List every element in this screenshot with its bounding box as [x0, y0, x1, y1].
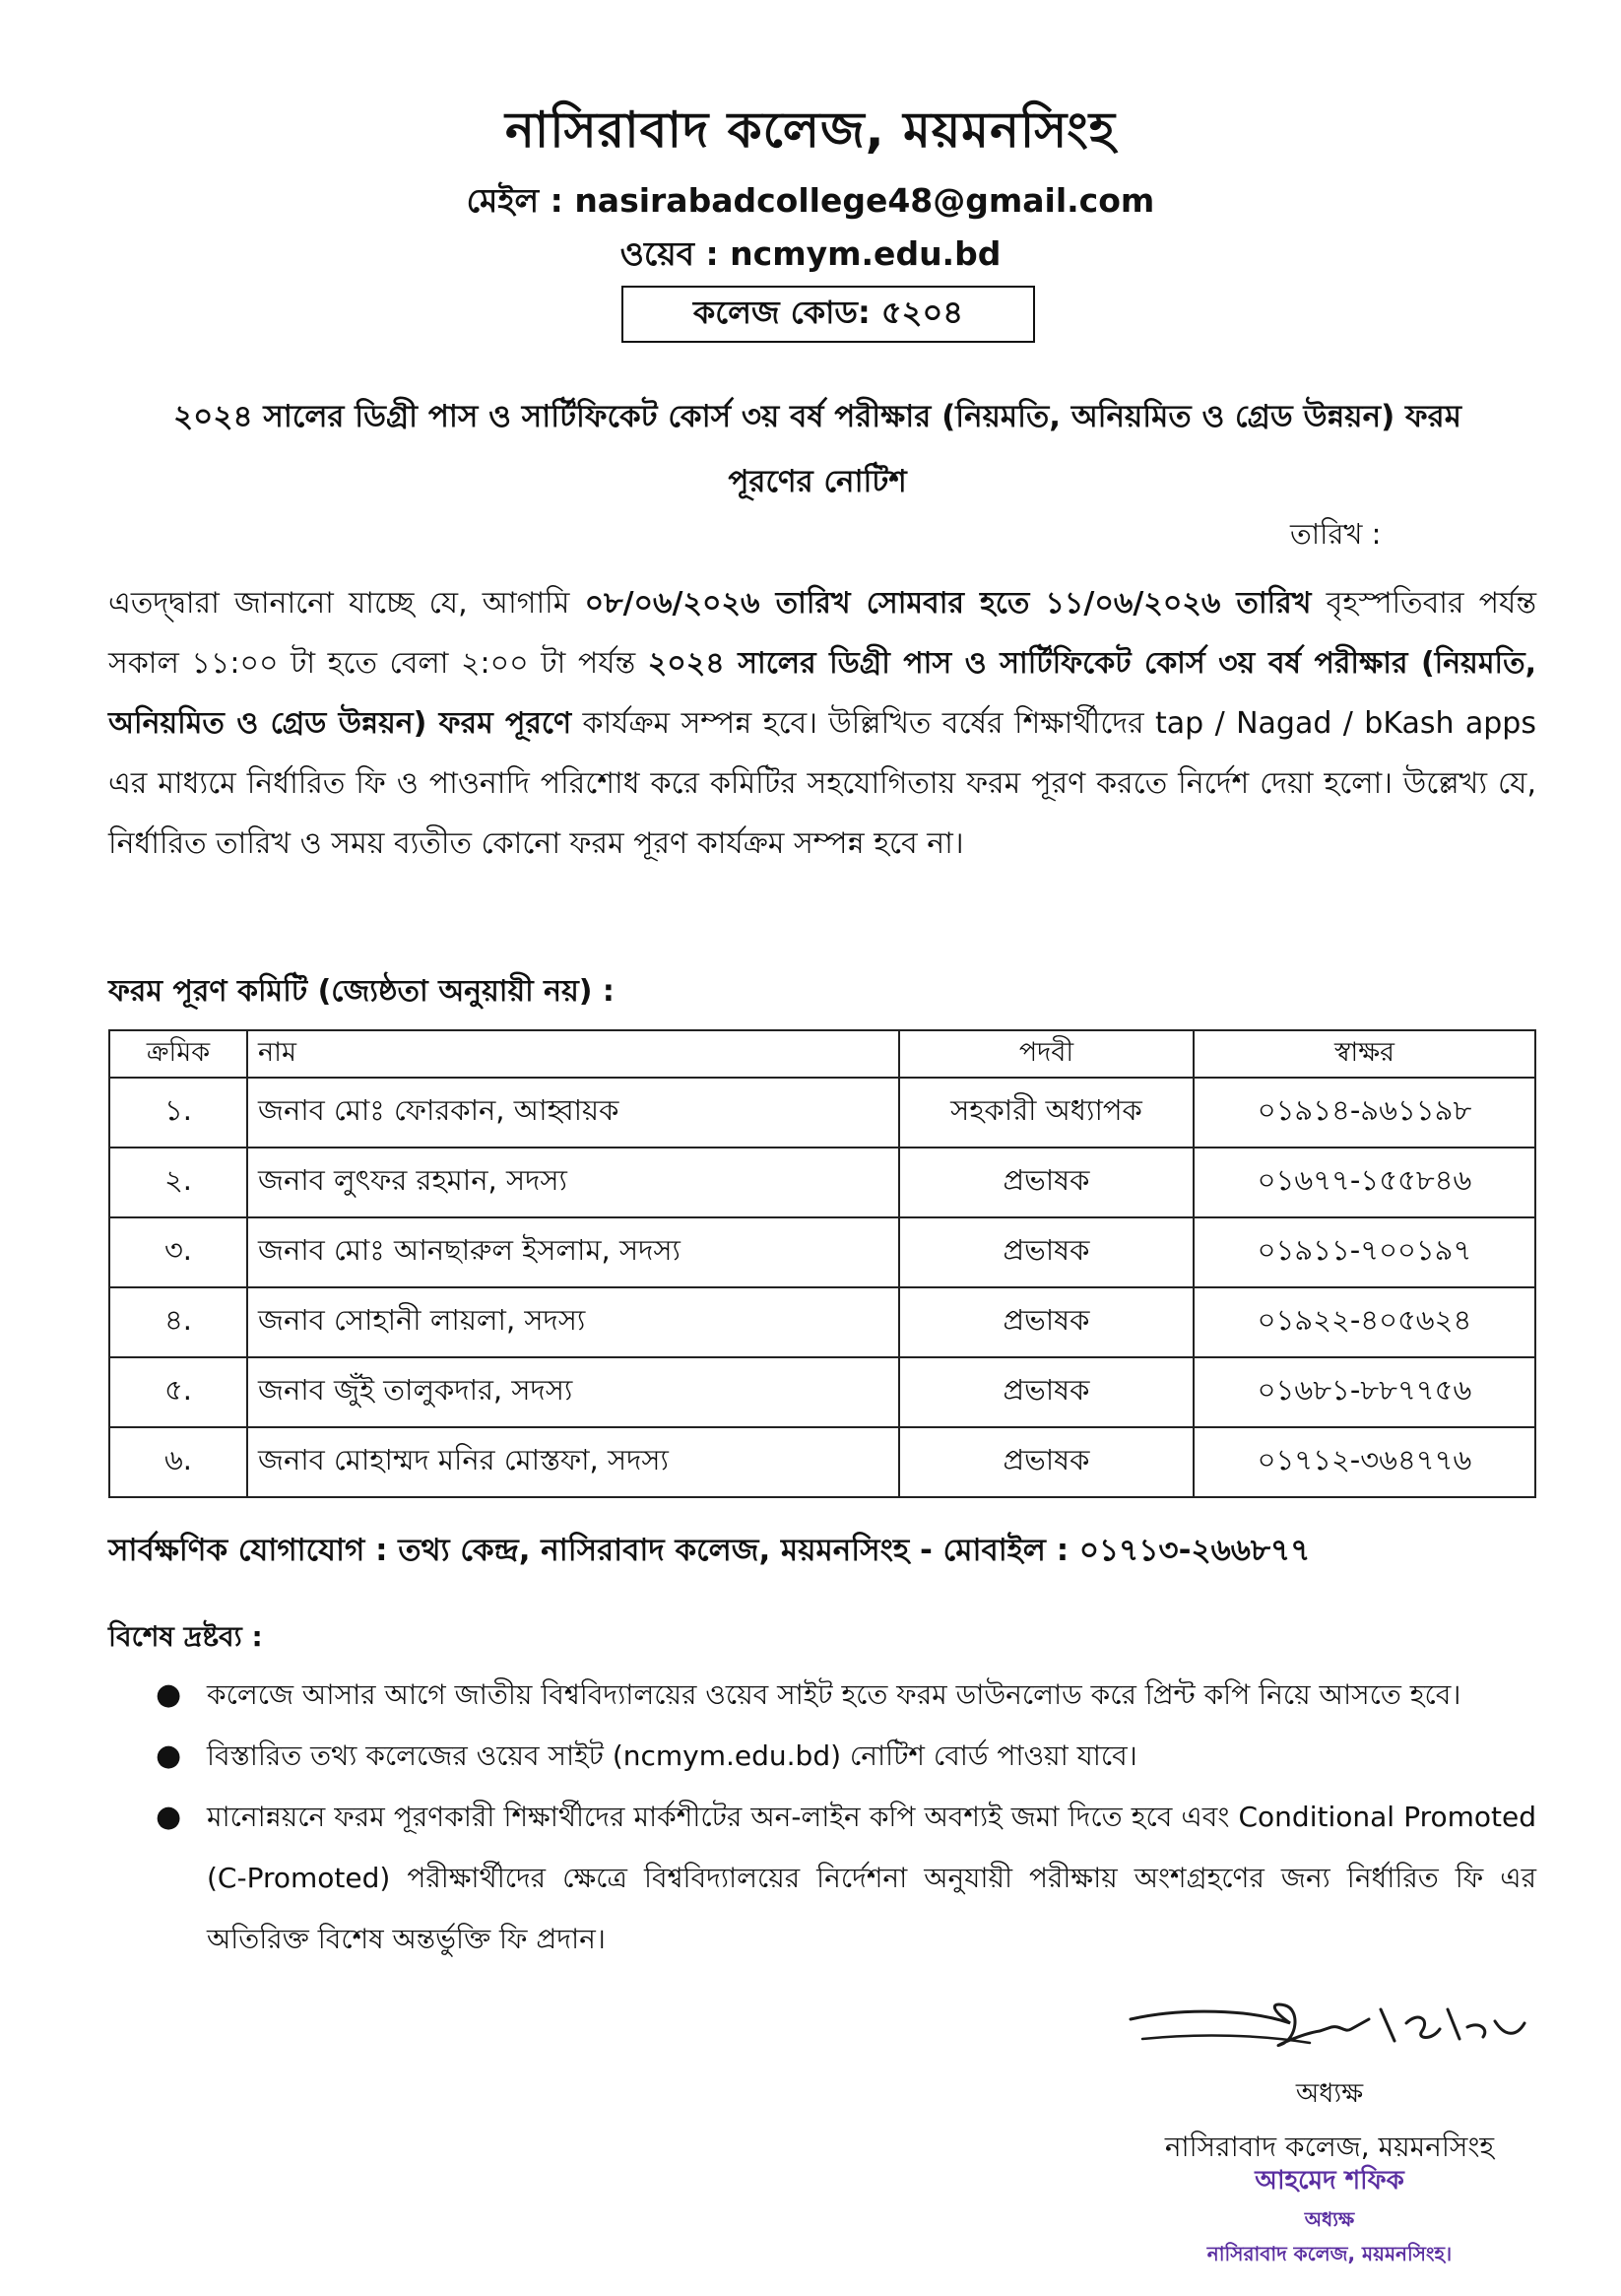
- list-item: [108, 1726, 1536, 1787]
- bullet-icon: ●: [156, 1800, 182, 1834]
- stamp-name: আহমেদ শফিক: [1255, 2166, 1404, 2196]
- table-row: [109, 1148, 1535, 1217]
- college-name: নাসিরাবাদ কলেজ, ময়মনসিংহ: [504, 101, 1117, 159]
- note-text: বিস্তারিত তথ্য কলেজের ওয়েব সাইট (ncmym.edu.bd) নোটিশ বোর্ড পাওয়া যাবে।: [207, 1739, 1137, 1772]
- col-name: নাম: [247, 1030, 899, 1078]
- row-serial: ৬.: [109, 1427, 247, 1497]
- row-designation: সহকারী অধ্যাপক: [899, 1078, 1194, 1148]
- college-email: মেইল : nasirabadcollege48@gmail.com: [466, 181, 1155, 220]
- row-serial: ৪.: [109, 1287, 247, 1357]
- date-label: তারিখ :: [1290, 517, 1382, 551]
- table-row: [109, 1357, 1535, 1427]
- table-row: [109, 1287, 1535, 1357]
- college-code-box: কলেজ কোড: ৫২০৪: [621, 286, 1035, 343]
- notice-title-line-2: পূরণের নোটিশ: [728, 464, 907, 499]
- col-designation: পদবী: [899, 1030, 1194, 1078]
- col-signature: স্বাক্ষর: [1194, 1030, 1535, 1078]
- row-phone: ০১৯১৪-৯৬১১৯৮: [1194, 1078, 1535, 1148]
- special-notes-list: [108, 1665, 1536, 1970]
- row-designation: প্রভাষক: [899, 1427, 1194, 1497]
- note-text: কলেজে আসার আগে জাতীয় বিশ্ববিদ্যালয়ের ওয়েব সাইট হতে ফরম ডাউনলোড করে প্রিন্ট কপি নিয়ে আসতে হবে।: [207, 1678, 1461, 1711]
- contact-line: সার্বক্ষণিক যোগাযোগ : তথ্য কেন্দ্র, নাসিরাবাদ কলেজ, ময়মনসিংহ - মোবাইল : ০১৭১৩-২৬৬৮৭৭: [108, 1533, 1311, 1568]
- row-serial: ৫.: [109, 1357, 247, 1427]
- committee-heading: ফরম পূরণ কমিটি (জ্যেষ্ঠতা অনুয়ায়ী নয়) :: [108, 974, 615, 1009]
- committee-table: [108, 1029, 1536, 1498]
- row-phone: ০১৬৮১-৮৮৭৭৫৬: [1194, 1357, 1535, 1427]
- principal-stamp: [1142, 2160, 1517, 2272]
- body-text-2: বৃহস্পতিবার পর্যন্ত সকাল ১১:০০ টা হতে বেলা ২:০০ টা পর্যন্ত: [108, 586, 1536, 681]
- body-text-3: কার্যক্রম সম্পন্ন হবে। উল্লিখিত বর্ষের শিক্ষার্থীদের tap / Nagad / bKash apps এর মাধ্যমে নির্ধারিত ফি ও পাওনাদি পরিশোধ করে কমিটির সহযোগিতায় ফরম পূরণ করতে নির্দেশ দেয়া হলো। উল্লেখ্য যে, নির্ধারিত তারিখ ও সময় ব্যতীত কোনো ফরম পূরণ কার্যক্রম সম্পন্ন হবে না।: [108, 706, 1536, 861]
- bullet-icon: ●: [156, 1738, 182, 1773]
- row-phone: ০১৯১১-৭০০১৯৭: [1194, 1217, 1535, 1287]
- row-designation: প্রভাষক: [899, 1217, 1194, 1287]
- row-phone: ০১৯২২-৪০৫৬২৪: [1194, 1287, 1535, 1357]
- table-row: [109, 1217, 1535, 1287]
- form-fillup-dates: ০৮/০৬/২০২৬ তারিখ সোমবার হতে ১১/০৬/২০২৬ তারিখ: [584, 586, 1312, 621]
- row-name: জনাব মোঃ আনছারুল ইসলাম, সদস্য: [247, 1217, 899, 1287]
- signature-icon: [1123, 1980, 1556, 2068]
- table-row: [109, 1427, 1535, 1497]
- stamp-college: নাসিরাবাদ কলেজ, ময়মনসিংহ।: [1206, 2242, 1453, 2265]
- special-notes-heading: বিশেষ দ্রষ্টব্য :: [108, 1620, 263, 1653]
- row-serial: ৩.: [109, 1217, 247, 1287]
- row-designation: প্রভাষক: [899, 1148, 1194, 1217]
- principal-title: অধ্যক্ষ: [1295, 2078, 1364, 2109]
- row-serial: ২.: [109, 1148, 247, 1217]
- row-serial: ১.: [109, 1078, 247, 1148]
- row-name: জনাব লুৎফর রহমান, সদস্য: [247, 1148, 899, 1217]
- table-row: [109, 1078, 1535, 1148]
- row-name: জনাব মোঃ ফোরকান, আহ্বায়ক: [247, 1078, 899, 1148]
- note-text: মানোন্নয়নে ফরম পূরণকারী শিক্ষার্থীদের মার্কশীটের অন-লাইন কপি অবশ্যই জমা দিতে হবে এবং Conditional Promoted (C-Promoted) পরীক্ষার্থীদের ক্ষেত্রে বিশ্ববিদ্যালয়ের নির্দেশনা অনুযায়ী পরীক্ষায় অংশগ্রহণের জন্য নির্ধারিত ফি এর অতিরিক্ত বিশেষ অন্তর্ভুক্তি ফি প্রদান।: [207, 1801, 1536, 1955]
- notice-title-line-1: ২০২৪ সালের ডিগ্রী পাস ও সার্টিফিকেট কোর্স ৩য় বর্ষ পরীক্ষার (নিয়মতি, অনিয়মিত ও গ্রেড উন্নয়ন) ফরম: [173, 399, 1461, 434]
- committee-header-row: [109, 1030, 1535, 1078]
- row-designation: প্রভাষক: [899, 1287, 1194, 1357]
- body-text-1: এতদ্দ্বারা জানানো যাচ্ছে যে, আগামি: [108, 586, 585, 621]
- list-item: [108, 1665, 1536, 1726]
- row-designation: প্রভাষক: [899, 1357, 1194, 1427]
- row-name: জনাব জুঁই তালুকদার, সদস্য: [247, 1357, 899, 1427]
- college-website: ওয়েব : ncmym.edu.bd: [619, 234, 1002, 273]
- list-item: [108, 1787, 1536, 1970]
- exam-name: ২০২৪ সালের ডিগ্রী পাস ও সার্টিফিকেট কোর্স ৩য় বর্ষ পরীক্ষার (নিয়মতি, অনিয়মিত ও গ্রেড উন্নয়ন) ফরম পূরণে: [108, 646, 1536, 741]
- row-name: জনাব মোহাম্মদ মনির মোস্তফা, সদস্য: [247, 1427, 899, 1497]
- bullet-icon: ●: [156, 1677, 182, 1712]
- row-phone: ০১৭১২-৩৬৪৭৭৬: [1194, 1427, 1535, 1497]
- stamp-title: অধ্যক্ষ: [1304, 2207, 1355, 2231]
- principal-signature-block: [1123, 2073, 1536, 2172]
- row-phone: ০১৬৭৭-১৫৫৮৪৬: [1194, 1148, 1535, 1217]
- row-name: জনাব সোহানী লায়লা, সদস্য: [247, 1287, 899, 1357]
- notice-body: [108, 573, 1536, 874]
- principal-college: নাসিরাবাদ কলেজ, ময়মনসিংহ: [1164, 2131, 1495, 2163]
- notice-title: [108, 384, 1526, 514]
- col-serial: ক্রমিক: [109, 1030, 247, 1078]
